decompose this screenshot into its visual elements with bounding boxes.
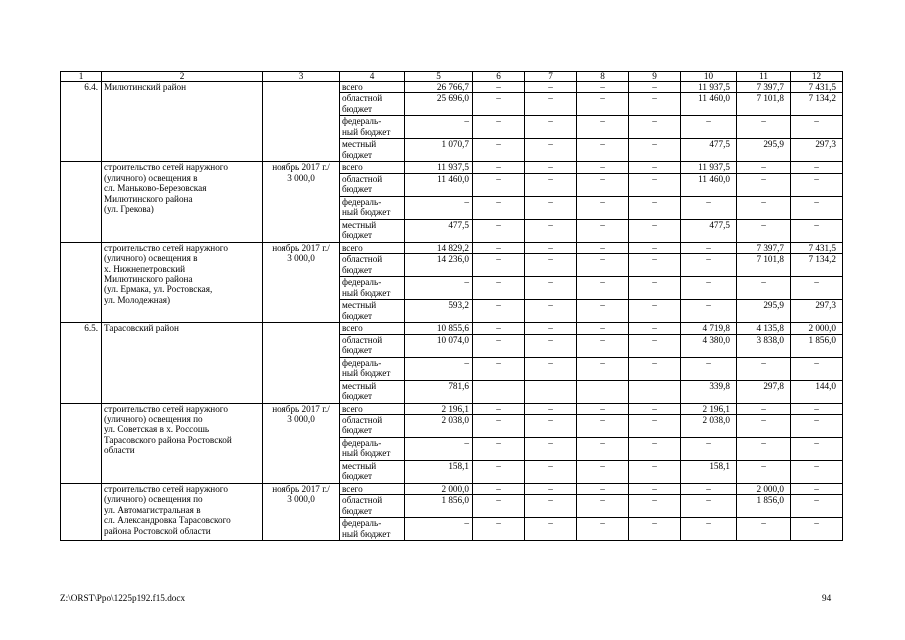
column-header: 6 [473, 72, 525, 82]
funding-source: всего [340, 82, 405, 93]
value-cell: – [473, 495, 525, 518]
value-cell: – [473, 254, 525, 277]
value-cell: – [525, 139, 577, 162]
value-cell: – [473, 82, 525, 93]
funding-source: федераль- ный бюджет [340, 116, 405, 139]
funding-source: областной бюджет [340, 254, 405, 277]
value-cell: – [681, 196, 737, 219]
value-cell: – [577, 438, 629, 461]
value-cell: – [791, 484, 843, 495]
column-header: 10 [681, 72, 737, 82]
value-cell [577, 380, 629, 403]
item-name: строительство сетей наружного (уличного) освещения по ул. Советская в х. Россошь Тарасовского района Ростовской области [102, 403, 263, 483]
funding-source: областной бюджет [340, 93, 405, 116]
value-cell: – [791, 403, 843, 414]
item-number: 6.4. [61, 82, 102, 162]
value-cell: 10 074,0 [405, 334, 473, 357]
funding-source: местный бюджет [340, 139, 405, 162]
column-header: 11 [737, 72, 791, 82]
value-cell: 339,8 [681, 380, 737, 403]
value-cell: – [577, 82, 629, 93]
value-cell: 2 038,0 [405, 415, 473, 438]
value-cell: – [629, 173, 681, 196]
value-cell: – [737, 461, 791, 484]
value-cell: 7 101,8 [737, 93, 791, 116]
value-cell: – [405, 518, 473, 541]
column-header: 2 [102, 72, 263, 82]
funding-source: всего [340, 162, 405, 173]
value-cell: 2 196,1 [681, 403, 737, 414]
value-cell: 11 937,5 [681, 162, 737, 173]
funding-source: всего [340, 323, 405, 334]
value-cell: – [525, 93, 577, 116]
value-cell: – [525, 162, 577, 173]
item-deadline: ноябрь 2017 г./ 3 000,0 [263, 242, 340, 322]
value-cell: – [473, 484, 525, 495]
value-cell: – [681, 116, 737, 139]
column-header: 7 [525, 72, 577, 82]
value-cell: – [525, 495, 577, 518]
value-cell: – [737, 438, 791, 461]
value-cell: – [473, 139, 525, 162]
value-cell: – [473, 116, 525, 139]
value-cell: 7 431,5 [791, 82, 843, 93]
value-cell: – [577, 162, 629, 173]
item-deadline [263, 323, 340, 403]
value-cell: – [737, 162, 791, 173]
value-cell: – [737, 219, 791, 242]
value-cell: – [791, 357, 843, 380]
value-cell: – [629, 254, 681, 277]
value-cell: – [737, 415, 791, 438]
value-cell: 14 236,0 [405, 254, 473, 277]
column-header: 8 [577, 72, 629, 82]
table-row [61, 82, 843, 93]
funding-source: областной бюджет [340, 334, 405, 357]
value-cell: 2 000,0 [791, 323, 843, 334]
item-number [61, 242, 102, 322]
item-number [61, 403, 102, 483]
value-cell: 14 829,2 [405, 242, 473, 253]
column-header: 4 [340, 72, 405, 82]
funding-source: федераль- ный бюджет [340, 518, 405, 541]
value-cell: – [405, 196, 473, 219]
value-cell: – [525, 219, 577, 242]
value-cell: – [473, 461, 525, 484]
table-row [61, 162, 843, 173]
value-cell: – [791, 518, 843, 541]
value-cell: – [577, 334, 629, 357]
funding-source: местный бюджет [340, 219, 405, 242]
value-cell: – [525, 277, 577, 300]
value-cell: – [473, 93, 525, 116]
value-cell: 11 460,0 [681, 93, 737, 116]
value-cell: 295,9 [737, 300, 791, 323]
item-number [61, 484, 102, 541]
value-cell: – [737, 277, 791, 300]
table-body [61, 72, 843, 541]
page-number: 94 [822, 593, 832, 603]
value-cell: 158,1 [681, 461, 737, 484]
table-row [61, 242, 843, 253]
value-cell: 593,2 [405, 300, 473, 323]
value-cell: – [791, 196, 843, 219]
value-cell: – [629, 357, 681, 380]
value-cell: 25 696,0 [405, 93, 473, 116]
value-cell: 7 134,2 [791, 93, 843, 116]
value-cell: – [473, 162, 525, 173]
value-cell: 144,0 [791, 380, 843, 403]
value-cell: – [629, 162, 681, 173]
value-cell: – [629, 438, 681, 461]
value-cell: 4 719,8 [681, 323, 737, 334]
value-cell: 1 070,7 [405, 139, 473, 162]
value-cell: 10 855,6 [405, 323, 473, 334]
value-cell: – [629, 334, 681, 357]
value-cell: – [791, 438, 843, 461]
funding-source: всего [340, 403, 405, 414]
value-cell: – [629, 518, 681, 541]
value-cell: – [473, 403, 525, 414]
value-cell: 297,8 [737, 380, 791, 403]
funding-source: областной бюджет [340, 415, 405, 438]
value-cell: 11 460,0 [405, 173, 473, 196]
value-cell: 477,5 [681, 219, 737, 242]
value-cell: – [791, 461, 843, 484]
value-cell: – [737, 196, 791, 219]
footer-file-path: Z:\ORST\Ppo\1225p192.f15.docx [60, 593, 186, 603]
funding-source: местный бюджет [340, 380, 405, 403]
value-cell: – [577, 277, 629, 300]
value-cell: – [405, 357, 473, 380]
value-cell: – [737, 518, 791, 541]
value-cell: – [473, 277, 525, 300]
item-number [61, 162, 102, 242]
value-cell: – [629, 495, 681, 518]
value-cell: – [525, 242, 577, 253]
value-cell: – [681, 518, 737, 541]
value-cell: – [525, 484, 577, 495]
value-cell: – [473, 219, 525, 242]
column-header: 3 [263, 72, 340, 82]
value-cell: 297,3 [791, 300, 843, 323]
value-cell: – [577, 495, 629, 518]
value-cell: – [473, 357, 525, 380]
value-cell: – [525, 438, 577, 461]
column-header: 9 [629, 72, 681, 82]
value-cell: – [405, 277, 473, 300]
budget-table [60, 71, 843, 541]
funding-source: всего [340, 484, 405, 495]
value-cell: 2 196,1 [405, 403, 473, 414]
value-cell: – [577, 415, 629, 438]
value-cell: – [577, 196, 629, 219]
value-cell: – [473, 438, 525, 461]
value-cell: – [681, 277, 737, 300]
value-cell: – [525, 334, 577, 357]
value-cell: – [629, 93, 681, 116]
item-name: Милютинский район [102, 82, 263, 162]
value-cell: 26 766,7 [405, 82, 473, 93]
value-cell: 1 856,0 [791, 334, 843, 357]
value-cell: – [629, 461, 681, 484]
value-cell: 781,6 [405, 380, 473, 403]
table-header-row [61, 72, 843, 82]
value-cell: 3 838,0 [737, 334, 791, 357]
value-cell: 4 135,8 [737, 323, 791, 334]
value-cell: – [791, 116, 843, 139]
value-cell: – [629, 82, 681, 93]
item-name: строительство сетей наружного (уличного) освещения по ул. Автомагистральная в сл. Александровка Тарасовского района Ростовской области [102, 484, 263, 541]
value-cell: – [525, 82, 577, 93]
value-cell: – [473, 242, 525, 253]
item-name: Тарасовский район [102, 323, 263, 403]
value-cell: – [681, 300, 737, 323]
value-cell: – [577, 254, 629, 277]
value-cell: – [791, 173, 843, 196]
item-deadline: ноябрь 2017 г./ 3 000,0 [263, 162, 340, 242]
value-cell: – [473, 415, 525, 438]
value-cell: – [525, 196, 577, 219]
value-cell [629, 380, 681, 403]
value-cell: – [629, 219, 681, 242]
value-cell: – [577, 242, 629, 253]
value-cell: 1 856,0 [405, 495, 473, 518]
value-cell: – [577, 173, 629, 196]
value-cell: – [405, 438, 473, 461]
value-cell: – [629, 323, 681, 334]
value-cell: – [525, 116, 577, 139]
value-cell: 4 380,0 [681, 334, 737, 357]
value-cell [473, 380, 525, 403]
value-cell: – [791, 162, 843, 173]
value-cell: – [473, 173, 525, 196]
value-cell: – [737, 173, 791, 196]
column-header: 1 [61, 72, 102, 82]
value-cell: – [577, 357, 629, 380]
value-cell: – [681, 484, 737, 495]
value-cell: 2 000,0 [405, 484, 473, 495]
item-name: строительство сетей наружного (уличного) освещения в х. Нижнепетровский Милютинского района (ул. Ермака, ул. Ростовская, ул. Молодежная) [102, 242, 263, 322]
value-cell: – [791, 415, 843, 438]
value-cell: 7 397,7 [737, 242, 791, 253]
value-cell: – [525, 357, 577, 380]
value-cell: 1 856,0 [737, 495, 791, 518]
funding-source: областной бюджет [340, 173, 405, 196]
funding-source: федераль- ный бюджет [340, 438, 405, 461]
value-cell: 477,5 [405, 219, 473, 242]
value-cell: – [525, 518, 577, 541]
value-cell: – [629, 277, 681, 300]
value-cell: – [681, 438, 737, 461]
value-cell: – [629, 415, 681, 438]
funding-source: местный бюджет [340, 461, 405, 484]
value-cell: 2 038,0 [681, 415, 737, 438]
value-cell: 7 134,2 [791, 254, 843, 277]
funding-source: всего [340, 242, 405, 253]
value-cell: – [629, 484, 681, 495]
value-cell: 295,9 [737, 139, 791, 162]
column-header: 12 [791, 72, 843, 82]
value-cell: – [577, 403, 629, 414]
table-row [61, 484, 843, 495]
table-row [61, 323, 843, 334]
value-cell: – [525, 173, 577, 196]
item-deadline: ноябрь 2017 г./ 3 000,0 [263, 403, 340, 483]
column-header: 5 [405, 72, 473, 82]
value-cell: 11 460,0 [681, 173, 737, 196]
funding-source: федераль- ный бюджет [340, 357, 405, 380]
value-cell: – [577, 93, 629, 116]
value-cell: – [681, 254, 737, 277]
funding-source: федераль- ный бюджет [340, 196, 405, 219]
value-cell: – [473, 323, 525, 334]
value-cell: – [525, 415, 577, 438]
value-cell: – [577, 219, 629, 242]
value-cell: 7 431,5 [791, 242, 843, 253]
value-cell: – [577, 461, 629, 484]
item-name: строительство сетей наружного (уличного) освещения в сл. Маньково-Березовская Милютинского района (ул. Грекова) [102, 162, 263, 242]
value-cell: – [629, 116, 681, 139]
value-cell: – [681, 495, 737, 518]
item-number: 6.5. [61, 323, 102, 403]
funding-source: местный бюджет [340, 300, 405, 323]
value-cell: – [629, 242, 681, 253]
value-cell: – [577, 484, 629, 495]
value-cell: – [629, 139, 681, 162]
value-cell: 2 000,0 [737, 484, 791, 495]
table-row [61, 403, 843, 414]
value-cell: – [577, 116, 629, 139]
value-cell: – [577, 518, 629, 541]
value-cell: 7 397,7 [737, 82, 791, 93]
value-cell: – [629, 196, 681, 219]
funding-source: федераль- ный бюджет [340, 277, 405, 300]
value-cell: – [629, 300, 681, 323]
value-cell: – [737, 116, 791, 139]
value-cell: – [525, 254, 577, 277]
value-cell: 477,5 [681, 139, 737, 162]
value-cell: – [525, 323, 577, 334]
value-cell: – [525, 403, 577, 414]
value-cell: – [791, 219, 843, 242]
value-cell: 297,3 [791, 139, 843, 162]
value-cell [525, 380, 577, 403]
value-cell: – [791, 495, 843, 518]
value-cell: – [577, 323, 629, 334]
value-cell: – [737, 357, 791, 380]
funding-source: областной бюджет [340, 495, 405, 518]
value-cell: – [525, 461, 577, 484]
item-deadline [263, 82, 340, 162]
value-cell: – [473, 334, 525, 357]
value-cell: – [577, 139, 629, 162]
value-cell: – [473, 518, 525, 541]
value-cell: 11 937,5 [405, 162, 473, 173]
value-cell: – [737, 403, 791, 414]
value-cell: – [791, 277, 843, 300]
item-deadline: ноябрь 2017 г./ 3 000,0 [263, 484, 340, 541]
value-cell: 11 937,5 [681, 82, 737, 93]
value-cell: – [681, 242, 737, 253]
value-cell: – [473, 196, 525, 219]
value-cell: – [473, 300, 525, 323]
value-cell: – [525, 300, 577, 323]
value-cell: – [629, 403, 681, 414]
value-cell: – [577, 300, 629, 323]
value-cell: – [681, 357, 737, 380]
value-cell: 7 101,8 [737, 254, 791, 277]
value-cell: – [405, 116, 473, 139]
value-cell: 158,1 [405, 461, 473, 484]
